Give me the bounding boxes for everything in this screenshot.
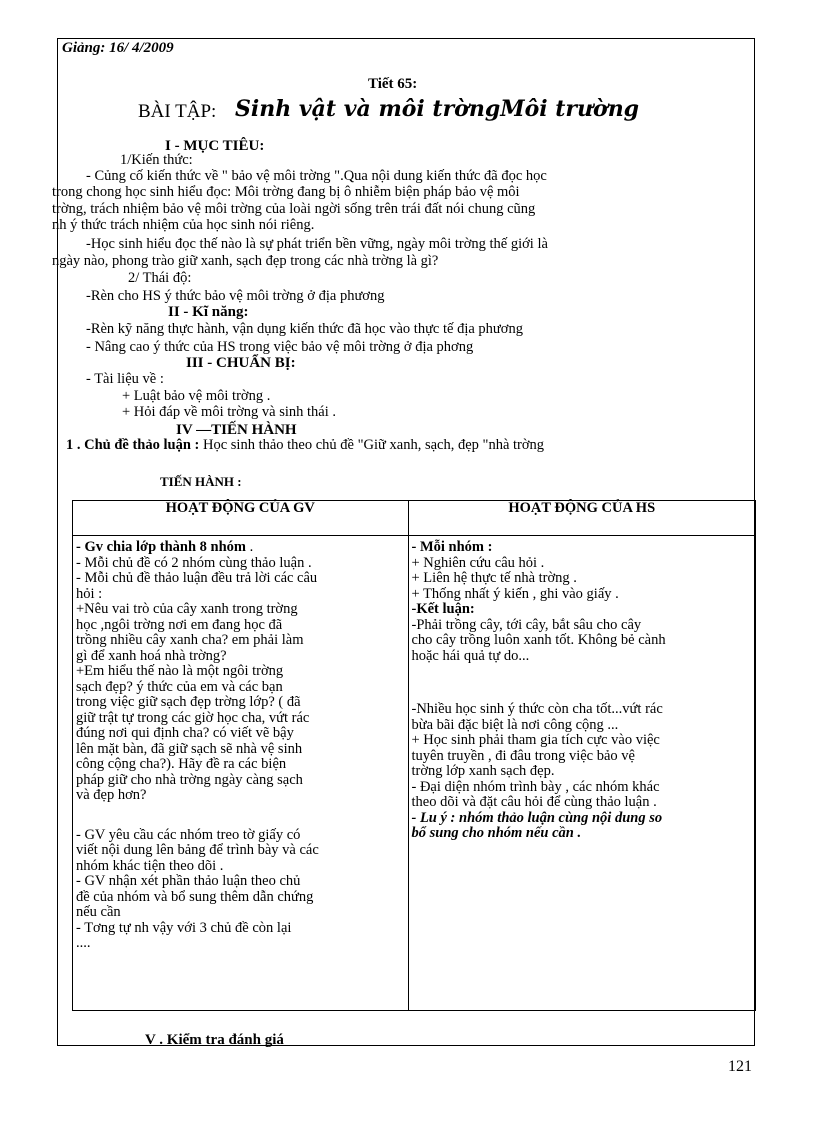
hs-column-header: HOẠT ĐỘNG CỦA HS <box>408 501 756 536</box>
lesson-number: Tiết 65: <box>368 76 418 92</box>
knowledge-line-2: trong chong học sinh hiểu đọc: Môi trờng đang bị ô nhiễm biện pháp bảo vệ môi <box>52 184 520 200</box>
gv-column-header: HOẠT ĐỘNG CỦA GV <box>73 501 409 536</box>
gv-line: - Gv chia lớp thành 8 nhóm <box>76 539 246 555</box>
hs-line: trờng lớp xanh sạch đẹp. <box>411 763 555 779</box>
gv-line: . <box>246 539 254 555</box>
gv-line: lên mặt bàn, đã giữ sạch sẽ nhà vệ sinh <box>76 740 303 757</box>
materials-bullet-2: + Hỏi đáp về môi trờng và sinh thái . <box>122 404 336 420</box>
hs-line: + Học sinh phải tham gia tích cực vào việc <box>411 732 660 748</box>
knowledge-line-1: - Củng cố kiến thức về " bảo vệ môi trờng ".Qua nội dung kiến thức đã đọc học <box>86 168 547 184</box>
materials-bullet-1: + Luật bảo vệ môi trờng . <box>122 388 271 404</box>
page-number: 121 <box>728 1058 752 1075</box>
gv-line: giữ trật tự trong các giờ học cha, vứt rác <box>76 709 310 726</box>
hs-line: - Mỗi nhóm : <box>411 539 493 555</box>
gv-line: nhóm khác tiện theo dõi . <box>76 857 224 874</box>
hs-line: + Thống nhất ý kiến , ghi vào giấy . <box>411 585 619 602</box>
gv-line: - GV yêu cầu các nhóm treo tờ giấy có <box>76 826 301 843</box>
lesson-date: Giảng: 16/ 4/2009 <box>62 40 174 56</box>
hs-line: -Phải trồng cây, tới cây, bắt sâu cho cây <box>411 616 642 633</box>
section1-heading: I - MỤC TIÊU: <box>165 138 265 154</box>
gv-line: +Em hiểu thế nào là một ngôi trờng <box>76 663 284 679</box>
proceed-heading: TIẾN HÀNH : <box>160 474 242 489</box>
hs-line: bừa bãi đặc biệt là nơi công cộng ... <box>411 716 619 733</box>
knowledge-line-3: trờng, trách nhiệm bảo vệ môi trờng của loài ngời sống trên trái đất nói chung cũng <box>52 201 536 217</box>
gv-line: trồng nhiều cây xanh cha? em phải làm <box>76 632 304 648</box>
gv-line: trong việc giữ sạch đẹp trờng lớp? ( đã <box>76 694 301 710</box>
gv-line: công cộng cha?). Hãy đề ra các biện <box>76 756 287 772</box>
gv-line: sạch đẹp? ý thức của em và các bạn <box>76 678 283 695</box>
gv-line: đề của nhóm và bổ sung thêm dẫn chứng <box>76 888 314 905</box>
gv-line: - Mỗi chủ đề thảo luận đều trả lời các câu <box>76 570 318 586</box>
hs-line: -Kết luận: <box>411 601 475 617</box>
knowledge-subheading: 1/Kiến thức: <box>120 152 193 168</box>
skills-line-1: -Rèn kỹ năng thực hành, vận dụng kiến thức đã học vào thực tế địa phương <box>86 321 523 337</box>
knowledge-line-4: nh ý thức trách nhiệm của học sinh nói riêng. <box>52 217 315 233</box>
gv-line: - Tơng tự nh vậy với 3 chủ đề còn lại <box>76 919 292 936</box>
hs-line: - Đại diện nhóm trình bày , các nhóm khác <box>411 778 660 795</box>
hs-line: hoặc hái quả tự do... <box>411 647 530 664</box>
skills-line-2: - Nâng cao ý thức của HS trong việc bảo vệ môi trờng ở địa phơng <box>86 339 474 355</box>
topic-text: Học sinh thảo theo chủ đề "Giữ xanh, sạch, đẹp "nhà trờng <box>199 437 545 453</box>
gv-line: học ,ngôi trờng nơi em đang học đã <box>76 616 283 633</box>
hs-line: + Liên hệ thực tế nhà trờng . <box>411 570 577 586</box>
hs-line: theo dõi và đặt câu hỏi để cùng thảo luận . <box>411 794 657 810</box>
gv-line: - Mỗi chủ đề có 2 nhóm cùng thảo luận . <box>76 554 312 571</box>
gv-line: đúng nơi qui định cha? có viết vẽ bậy <box>76 725 294 741</box>
hs-activities <box>408 536 756 1011</box>
section2-heading: II - Kĩ năng: <box>168 304 249 320</box>
hs-line: -Nhiều học sinh ý thức còn cha tốt...vứt rác <box>411 701 663 717</box>
section5-heading: V . Kiểm tra đánh giá <box>145 1032 284 1048</box>
hs-line: tuyên truyền , đi đâu trong việc bảo vệ <box>411 747 635 764</box>
gv-line: và đẹp hơn? <box>76 787 147 803</box>
gv-line: +Nêu vai trò của cây xanh trong trờng <box>76 601 298 617</box>
gv-activities <box>73 536 409 1011</box>
title-prefix: BÀI TẬP: <box>138 101 217 122</box>
section3-heading: III - CHUẨN BỊ: <box>186 355 296 371</box>
section4-heading: IV —TIẾN HÀNH <box>176 422 297 438</box>
topic-label: 1 . Chủ đề thảo luận : <box>66 437 200 453</box>
hs-line: - Lu ý : nhóm thảo luận cùng nội dung so <box>411 809 663 826</box>
gv-line: hỏi : <box>76 585 103 602</box>
gv-line: - GV nhận xét phần thảo luận theo chủ <box>76 873 301 889</box>
title-main: Sinh vật và môi trờngMôi trường <box>235 96 640 122</box>
hs-line: bổ sung cho nhóm nếu cần . <box>411 825 582 841</box>
knowledge-line-5: -Học sinh hiểu đọc thế nào là sự phát triển bền vững, ngày môi trờng thế giới là <box>86 236 548 252</box>
attitude-line: -Rèn cho HS ý thức bảo vệ môi trờng ở địa phương <box>86 288 385 304</box>
gv-line: nếu cần <box>76 904 121 920</box>
hs-line: + Nghiên cứu câu hỏi . <box>411 554 545 571</box>
materials-line: - Tài liệu về : <box>86 371 164 387</box>
hs-line: cho cây trồng luôn xanh tốt. Không bẻ cành <box>411 632 666 648</box>
activity-table <box>72 500 756 1011</box>
gv-line: gì để xanh hoá nhà trờng? <box>76 647 227 664</box>
gv-line: .... <box>76 935 91 951</box>
gv-line: pháp giữ cho nhà trờng ngày càng sạch <box>76 771 303 788</box>
attitude-subheading: 2/ Thái độ: <box>128 270 192 286</box>
knowledge-line-6: ngày nào, phong trào giữ xanh, sạch đẹp trong các nhà trờng là gì? <box>52 253 439 269</box>
gv-line: viết nội dung lên bảng để trình bày và các <box>76 842 319 858</box>
